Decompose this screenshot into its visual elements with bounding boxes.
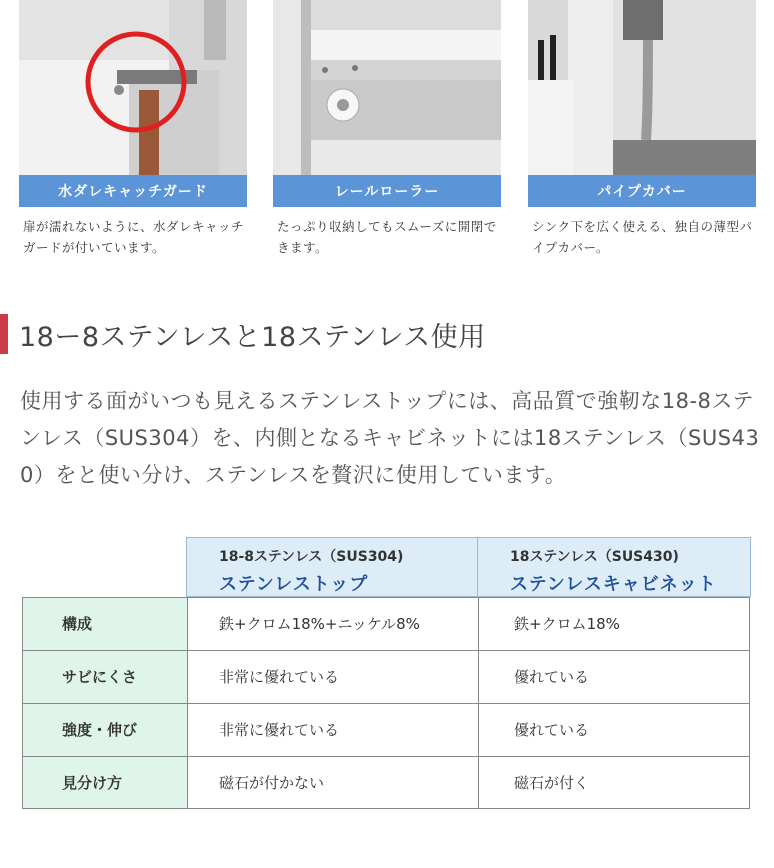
cell-top: 鉄+クロム18%+ニッケル8% [219, 615, 420, 633]
rail-roller-photo [273, 0, 501, 175]
row-key: 強度・伸び [22, 703, 187, 756]
feature-drip-guard [19, 0, 247, 255]
table-row [22, 756, 750, 809]
feature-label: 水ダレキャッチガード [19, 175, 247, 207]
row-key: 構成 [22, 597, 187, 650]
pipe-cover-photo [528, 0, 756, 175]
row-key: 見分け方 [22, 756, 187, 809]
feature-description: たっぷり収納してもスムーズに開閉できます。 [277, 219, 497, 255]
cell-cabinet: 優れている [514, 721, 590, 739]
feature-description: 扉が濡れないように、水ダレキャッチガードが付いています。 [23, 219, 245, 255]
section-title: 18ー8ステンレスと18ステンレス使用 [19, 321, 486, 353]
column-name: ステンレスキャビネット [510, 574, 717, 595]
column-divider [478, 597, 479, 809]
section-body: 使用する面がいつも見えるステンレストップには、高品質で強靭な18-8ステンレス（SUS304）を、内側となるキャビネットには18ステンレス（SUS430）をと使い分け、ステンレスを贅沢に使用しています。 [20, 389, 760, 487]
cell-cabinet: 磁石が付く [514, 774, 590, 792]
feature-label: レールローラー [273, 175, 501, 207]
feature-description: シンク下を広く使える、独自の薄型パイプカバー。 [532, 219, 753, 255]
row-key: サビにくさ [22, 650, 187, 703]
table-row [22, 703, 750, 756]
row-divider [22, 703, 750, 704]
table-row [22, 597, 750, 650]
column-header-top [186, 537, 478, 597]
column-header-cabinet [477, 537, 751, 597]
feature-label: パイプカバー [528, 175, 756, 207]
section-heading [0, 314, 774, 354]
row-divider [22, 756, 750, 757]
column-name: ステンレストップ [219, 574, 369, 595]
cell-top: 非常に優れている [219, 721, 340, 739]
feature-rail-roller [273, 0, 501, 255]
row-divider [22, 650, 750, 651]
cell-top: 非常に優れている [219, 668, 340, 686]
cell-top: 磁石が付かない [219, 774, 325, 792]
cell-cabinet: 優れている [514, 668, 590, 686]
column-spec: 18ステンレス（SUS430) [510, 549, 679, 565]
drip-guard-photo [19, 0, 247, 175]
column-divider [187, 597, 188, 809]
column-spec: 18-8ステンレス（SUS304) [219, 549, 404, 565]
table-row [22, 650, 750, 703]
feature-pipe-cover [528, 0, 756, 255]
heading-accent-bar [0, 314, 8, 354]
cell-cabinet: 鉄+クロム18% [514, 615, 620, 633]
